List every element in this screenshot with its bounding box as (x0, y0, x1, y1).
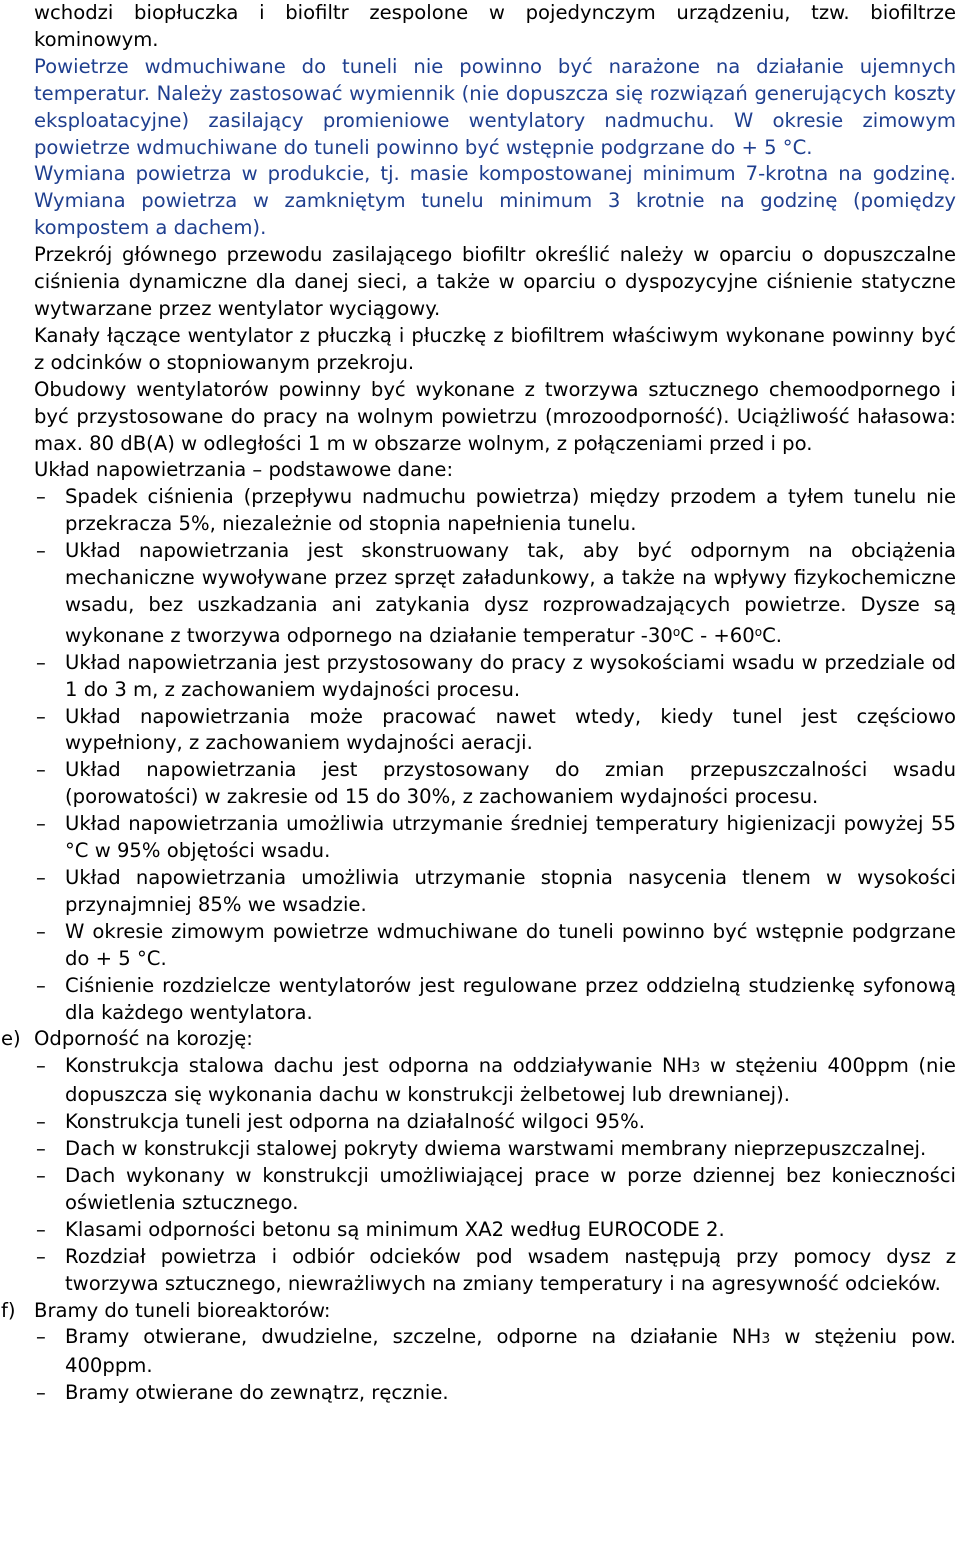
list-item (34, 538, 956, 650)
dash-bullet: – (36, 485, 46, 509)
dash-bullet: – (36, 1110, 46, 1134)
list-item (34, 1324, 956, 1380)
dash-bullet: – (36, 1325, 46, 1349)
section-heading (1, 1026, 956, 1053)
list-item-text: Ciśnienie rozdzielcze wentylatorów jest regulowane przez oddzielną studzienkę syfonową dla każdego wentylatora. (65, 973, 956, 1024)
dash-bullet: – (36, 650, 46, 674)
list-item (34, 1217, 956, 1244)
list-item-text: Układ napowietrzania jest przystosowany do zmian przepuszczalności wsadu (porowatości) w zakresie od 15 do 30%, z zachowaniem wydajności procesu. (65, 758, 956, 809)
temperature-range: $-30^oC - +60^oC$. (640, 623, 782, 647)
list-item-text: Układ napowietrzania umożliwia utrzymanie średniej temperatury higienizacji powyżej 55 °C w 95% objętości wsadu. (65, 812, 956, 863)
list-item (34, 1244, 956, 1298)
dash-bullet: – (36, 919, 46, 943)
paragraph-aeration-heading: Układ napowietrzania – podstawowe dane: (34, 458, 454, 482)
dash-bullet: – (36, 1217, 46, 1241)
section-corrosion-resistance (1, 1026, 956, 1297)
list-item (34, 650, 956, 704)
gates-list (34, 1324, 956, 1407)
list-item (34, 484, 956, 538)
list-item (34, 757, 956, 811)
list-item (34, 1380, 956, 1407)
dash-bullet: – (36, 1381, 46, 1405)
list-item (34, 811, 956, 865)
section-bioreactor-gates (1, 1298, 957, 1408)
list-item (34, 1163, 956, 1217)
list-item-text: Dach w konstrukcji stalowej pokryty dwiema warstwami membrany nieprzepuszczalnej. (65, 1137, 927, 1161)
list-item (34, 1136, 956, 1163)
section-letter: f) (1, 1298, 16, 1322)
paragraph-fan-housings: Obudowy wentylatorów powinny być wykonane z tworzywa sztucznego chemoodpornego i być przystosowane do pracy na wolnym powietrzu (mrozoodporność). Uciążliwość hałasowa: max. 80 dB(A) w odległości 1 m w obszarze wolnym, z połączeniami przed i po. (34, 377, 956, 455)
section-title: Odporność na korozję: (34, 1027, 253, 1051)
dash-bullet: – (36, 704, 46, 728)
section-title: Bramy do tuneli bioreaktorów: (34, 1298, 331, 1322)
paragraph-air-exchange: Wymiana powietrza w produkcie, tj. masie kompostowanej minimum 7-krotna na godzinę. Wymiana powietrza w zamkniętym tunelu minimum 3 krotnie na godzinę (pomiędzy kompostem a dachem). (34, 162, 956, 240)
list-item-text: Konstrukcja stalowa dachu jest odporna na oddziaływanie NH3 w stężeniu 400ppm (nie dopuszcza się wykonania dachu w konstrukcji żelbetowej lub drewnianej). (65, 1054, 956, 1107)
dash-bullet: – (36, 1137, 46, 1161)
list-item-text: Klasami odporności betonu są minimum XA2 według EUROCODE 2. (65, 1217, 725, 1241)
dash-bullet: – (36, 1054, 46, 1078)
list-item (34, 865, 956, 919)
paragraph-duct-cross-section: Przekrój głównego przewodu zasilającego biofiltr określić należy w oparciu o dopuszczalne ciśnienia dynamiczne dla danej sieci, a także w oparciu o dyspozycyjne ciśnienie statyczne wytwarzane przez wentylator wyciągowy. (34, 243, 956, 320)
list-item (34, 1053, 956, 1109)
list-item-text: Układ napowietrzania umożliwia utrzymanie stopnia nasycenia tlenem w wysokości przynajmniej 85% we wsadzie. (65, 866, 956, 916)
list-item-text: Układ napowietrzania może pracować nawet wtedy, kiedy tunel jest częściowo wypełniony, z zachowaniem wydajności aeracji. (65, 704, 956, 755)
list-item-text: Konstrukcja tuneli jest odporna na działalność wilgoci 95%. (65, 1110, 645, 1134)
dash-bullet: – (36, 758, 46, 782)
list-item-text: Bramy otwierane do zewnątrz, ręcznie. (65, 1381, 449, 1405)
list-item (34, 919, 956, 973)
dash-bullet: – (36, 1244, 46, 1268)
paragraph-air-temperature: Powietrze wdmuchiwane do tuneli nie powinno być narażone na działanie ujemnych temperatur. Należy zastosować wymiennik (nie dopuszcza się rozwiązań generujących koszty eksploatacyjne) zasilający promieniowe wentylatory nadmuchu. W okresie zimowym powietrze wdmuchiwane do tuneli powinno być wstępnie podgrzane do + 5 °C. (34, 54, 956, 159)
paragraph-channels: Kanały łączące wentylator z płuczką i płuczkę z biofiltrem właściwym wykonane powinny być z odcinków o stopniowanym przekroju. (34, 323, 956, 374)
dash-bullet: – (36, 866, 46, 889)
dash-bullet: – (36, 539, 46, 563)
list-item-text: Układ napowietrzania jest skonstruowany tak, aby być odpornym na obciążenia mechaniczne wywoływane przez sprzęt załadunkowy, a także na wpływy fizykochemiczne wsadu, bez uszkadzania ani zatykania dysz rozprowadzających powietrze. Dysze są wykonane z tworzywa odpornego na działanie temperatur (65, 539, 956, 647)
list-item-text: Układ napowietrzania jest przystosowany do pracy z wysokościami wsadu w przedziale od 1 do 3 m, z zachowaniem wydajności procesu. (65, 650, 956, 701)
corrosion-list (34, 1053, 956, 1297)
section-letter: e) (1, 1027, 21, 1051)
paragraph-biofilter-intro: wchodzi biopłuczka i biofiltr zespolone w pojedynczym urządzeniu, tzw. biofiltrze kominowym. (34, 1, 956, 51)
list-item-text: W okresie zimowym powietrze wdmuchiwane do tuneli powinno być wstępnie podgrzane do + 5 °C. (65, 919, 956, 970)
list-item-text: Dach wykonany w konstrukcji umożliwiającej prace w porze dziennej bez konieczności oświetlenia sztucznego. (65, 1163, 956, 1214)
dash-bullet: – (36, 973, 46, 997)
list-item (34, 1109, 956, 1136)
list-item (34, 704, 956, 758)
list-item-text: Spadek ciśnienia (przepływu nadmuchu powietrza) między przodem a tyłem tunelu nie przekracza 5%, niezależnie od stopnia napełnienia tunelu. (65, 485, 956, 536)
dash-bullet: – (36, 812, 46, 836)
list-item (34, 973, 956, 1027)
list-item-text: Bramy otwierane, dwudzielne, szczelne, odporne na działanie NH3 w stężeniu pow. 400ppm. (65, 1325, 957, 1378)
dash-bullet: – (36, 1163, 46, 1187)
section-heading (1, 1298, 956, 1325)
aeration-list (34, 484, 956, 1026)
list-item-text: Rozdział powietrza i odbiór odcieków pod wsadem następują przy pomocy dysz z tworzywa sztucznego, niewrażliwych na zmiany temperatury i na agresywność odcieków. (65, 1244, 956, 1295)
